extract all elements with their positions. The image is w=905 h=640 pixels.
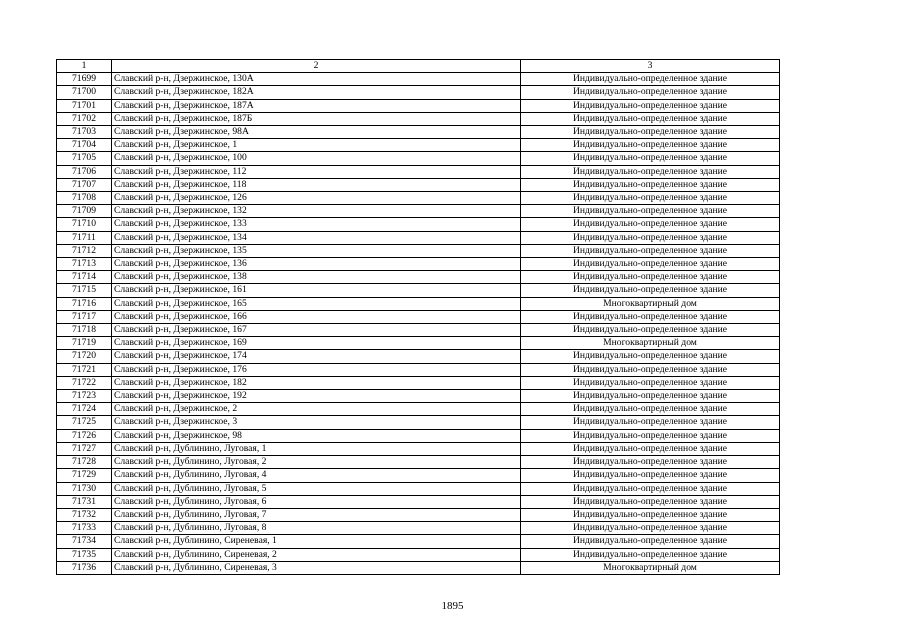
- row-number-cell: 71724: [57, 403, 112, 416]
- table-row: [57, 482, 780, 495]
- table-header-row: [57, 60, 780, 73]
- object-type-cell: Индивидуально-определенное здание: [521, 456, 780, 469]
- page-number: 1895: [441, 600, 464, 612]
- table-row: [57, 178, 780, 191]
- column-header-1: 1: [57, 60, 112, 73]
- address-cell: Славский р-н, Дзержинское, 135: [112, 244, 521, 257]
- object-type-cell: Индивидуально-определенное здание: [521, 416, 780, 429]
- address-cell: Славский р-н, Дзержинское, 138: [112, 271, 521, 284]
- row-number-cell: 71709: [57, 205, 112, 218]
- table-row: [57, 548, 780, 561]
- table-row: [57, 139, 780, 152]
- object-type-cell: Индивидуально-определенное здание: [521, 403, 780, 416]
- address-cell: Славский р-н, Дзержинское, 174: [112, 350, 521, 363]
- row-number-cell: 71727: [57, 442, 112, 455]
- table-row: [57, 456, 780, 469]
- table-row: [57, 429, 780, 442]
- address-cell: Славский р-н, Дублинино, Сиреневая, 2: [112, 548, 521, 561]
- row-number-cell: 71726: [57, 429, 112, 442]
- table-row: [57, 508, 780, 521]
- table-row: [57, 403, 780, 416]
- table-row: [57, 205, 780, 218]
- row-number-cell: 71703: [57, 126, 112, 139]
- row-number-cell: 71719: [57, 337, 112, 350]
- table-row: [57, 337, 780, 350]
- table-row: [57, 310, 780, 323]
- table-row: [57, 297, 780, 310]
- table-body: [57, 60, 780, 575]
- row-number-cell: 71725: [57, 416, 112, 429]
- table-row: [57, 390, 780, 403]
- address-cell: Славский р-н, Дублинино, Луговая, 5: [112, 482, 521, 495]
- address-cell: Славский р-н, Дзержинское, 167: [112, 324, 521, 337]
- address-cell: Славский р-н, Дублинино, Сиреневая, 3: [112, 561, 521, 574]
- object-type-cell: Индивидуально-определенное здание: [521, 535, 780, 548]
- row-number-cell: 71736: [57, 561, 112, 574]
- table-row: [57, 73, 780, 86]
- table-row: [57, 244, 780, 257]
- address-cell: Славский р-н, Дзержинское, 165: [112, 297, 521, 310]
- object-type-cell: Индивидуально-определенное здание: [521, 363, 780, 376]
- object-type-cell: Индивидуально-определенное здание: [521, 469, 780, 482]
- address-cell: Славский р-н, Дзержинское, 192: [112, 390, 521, 403]
- table-row: [57, 535, 780, 548]
- address-cell: Славский р-н, Дзержинское, 133: [112, 218, 521, 231]
- row-number-cell: 71702: [57, 112, 112, 125]
- property-register-table: [56, 59, 780, 575]
- table-row: [57, 522, 780, 535]
- table-row: [57, 165, 780, 178]
- object-type-cell: Индивидуально-определенное здание: [521, 192, 780, 205]
- object-type-cell: Индивидуально-определенное здание: [521, 390, 780, 403]
- column-header-2: 2: [112, 60, 521, 73]
- object-type-cell: Индивидуально-определенное здание: [521, 350, 780, 363]
- table-row: [57, 126, 780, 139]
- table-row: [57, 152, 780, 165]
- row-number-cell: 71712: [57, 244, 112, 257]
- object-type-cell: Индивидуально-определенное здание: [521, 324, 780, 337]
- row-number-cell: 71735: [57, 548, 112, 561]
- table-row: [57, 469, 780, 482]
- address-cell: Славский р-н, Дублинино, Луговая, 7: [112, 508, 521, 521]
- address-cell: Славский р-н, Дзержинское, 166: [112, 310, 521, 323]
- address-cell: Славский р-н, Дзержинское, 112: [112, 165, 521, 178]
- row-number-cell: 71704: [57, 139, 112, 152]
- row-number-cell: 71705: [57, 152, 112, 165]
- column-header-3: 3: [521, 60, 780, 73]
- address-cell: Славский р-н, Дзержинское, 176: [112, 363, 521, 376]
- row-number-cell: 71715: [57, 284, 112, 297]
- row-number-cell: 71713: [57, 258, 112, 271]
- address-cell: Славский р-н, Дзержинское, 126: [112, 192, 521, 205]
- table-row: [57, 231, 780, 244]
- object-type-cell: Индивидуально-определенное здание: [521, 548, 780, 561]
- row-number-cell: 71720: [57, 350, 112, 363]
- address-cell: Славский р-н, Дзержинское, 161: [112, 284, 521, 297]
- table-row: [57, 284, 780, 297]
- address-cell: Славский р-н, Дзержинское, 182А: [112, 86, 521, 99]
- object-type-cell: Многоквартирный дом: [521, 297, 780, 310]
- row-number-cell: 71718: [57, 324, 112, 337]
- row-number-cell: 71711: [57, 231, 112, 244]
- object-type-cell: Многоквартирный дом: [521, 337, 780, 350]
- row-number-cell: 71701: [57, 99, 112, 112]
- row-number-cell: 71730: [57, 482, 112, 495]
- table-row: [57, 271, 780, 284]
- row-number-cell: 71728: [57, 456, 112, 469]
- table-row: [57, 363, 780, 376]
- object-type-cell: Индивидуально-определенное здание: [521, 508, 780, 521]
- address-cell: Славский р-н, Дублинино, Луговая, 1: [112, 442, 521, 455]
- table-row: [57, 376, 780, 389]
- address-cell: Славский р-н, Дзержинское, 187Б: [112, 112, 521, 125]
- object-type-cell: Индивидуально-определенное здание: [521, 482, 780, 495]
- row-number-cell: 71708: [57, 192, 112, 205]
- row-number-cell: 71721: [57, 363, 112, 376]
- row-number-cell: 71714: [57, 271, 112, 284]
- table-row: [57, 192, 780, 205]
- object-type-cell: Индивидуально-определенное здание: [521, 112, 780, 125]
- address-cell: Славский р-н, Дзержинское, 118: [112, 178, 521, 191]
- address-cell: Славский р-н, Дзержинское, 132: [112, 205, 521, 218]
- object-type-cell: Индивидуально-определенное здание: [521, 310, 780, 323]
- address-cell: Славский р-н, Дзержинское, 98: [112, 429, 521, 442]
- table-row: [57, 112, 780, 125]
- address-cell: Славский р-н, Дзержинское, 187А: [112, 99, 521, 112]
- address-cell: Славский р-н, Дублинино, Луговая, 6: [112, 495, 521, 508]
- object-type-cell: Индивидуально-определенное здание: [521, 73, 780, 86]
- object-type-cell: Индивидуально-определенное здание: [521, 284, 780, 297]
- address-cell: Славский р-н, Дзержинское, 169: [112, 337, 521, 350]
- object-type-cell: Индивидуально-определенное здание: [521, 139, 780, 152]
- object-type-cell: Индивидуально-определенное здание: [521, 86, 780, 99]
- address-cell: Славский р-н, Дублинино, Луговая, 2: [112, 456, 521, 469]
- table-row: [57, 258, 780, 271]
- object-type-cell: Индивидуально-определенное здание: [521, 152, 780, 165]
- object-type-cell: Индивидуально-определенное здание: [521, 99, 780, 112]
- row-number-cell: 71722: [57, 376, 112, 389]
- object-type-cell: Индивидуально-определенное здание: [521, 271, 780, 284]
- table-row: [57, 86, 780, 99]
- table-row: [57, 324, 780, 337]
- table-row: [57, 561, 780, 574]
- address-cell: Славский р-н, Дзержинское, 134: [112, 231, 521, 244]
- object-type-cell: Индивидуально-определенное здание: [521, 429, 780, 442]
- object-type-cell: Индивидуально-определенное здание: [521, 376, 780, 389]
- address-cell: Славский р-н, Дзержинское, 100: [112, 152, 521, 165]
- object-type-cell: Индивидуально-определенное здание: [521, 165, 780, 178]
- object-type-cell: Индивидуально-определенное здание: [521, 205, 780, 218]
- address-cell: Славский р-н, Дзержинское, 136: [112, 258, 521, 271]
- address-cell: Славский р-н, Дублинино, Луговая, 8: [112, 522, 521, 535]
- object-type-cell: Индивидуально-определенное здание: [521, 442, 780, 455]
- object-type-cell: Индивидуально-определенное здание: [521, 218, 780, 231]
- row-number-cell: 71723: [57, 390, 112, 403]
- object-type-cell: Индивидуально-определенное здание: [521, 244, 780, 257]
- address-cell: Славский р-н, Дзержинское, 130А: [112, 73, 521, 86]
- row-number-cell: 71700: [57, 86, 112, 99]
- object-type-cell: Индивидуально-определенное здание: [521, 126, 780, 139]
- address-cell: Славский р-н, Дублинино, Сиреневая, 1: [112, 535, 521, 548]
- address-cell: Славский р-н, Дзержинское, 3: [112, 416, 521, 429]
- table-row: [57, 350, 780, 363]
- row-number-cell: 71716: [57, 297, 112, 310]
- row-number-cell: 71732: [57, 508, 112, 521]
- table-row: [57, 99, 780, 112]
- address-cell: Славский р-н, Дзержинское, 2: [112, 403, 521, 416]
- object-type-cell: Индивидуально-определенное здание: [521, 495, 780, 508]
- row-number-cell: 71707: [57, 178, 112, 191]
- table-row: [57, 442, 780, 455]
- row-number-cell: 71729: [57, 469, 112, 482]
- row-number-cell: 71710: [57, 218, 112, 231]
- row-number-cell: 71734: [57, 535, 112, 548]
- table-row: [57, 218, 780, 231]
- row-number-cell: 71699: [57, 73, 112, 86]
- object-type-cell: Индивидуально-определенное здание: [521, 258, 780, 271]
- address-cell: Славский р-н, Дзержинское, 98А: [112, 126, 521, 139]
- address-cell: Славский р-н, Дублинино, Луговая, 4: [112, 469, 521, 482]
- object-type-cell: Индивидуально-определенное здание: [521, 231, 780, 244]
- row-number-cell: 71731: [57, 495, 112, 508]
- table-row: [57, 416, 780, 429]
- table-row: [57, 495, 780, 508]
- address-cell: Славский р-н, Дзержинское, 182: [112, 376, 521, 389]
- row-number-cell: 71706: [57, 165, 112, 178]
- row-number-cell: 71717: [57, 310, 112, 323]
- object-type-cell: Индивидуально-определенное здание: [521, 522, 780, 535]
- row-number-cell: 71733: [57, 522, 112, 535]
- object-type-cell: Многоквартирный дом: [521, 561, 780, 574]
- object-type-cell: Индивидуально-определенное здание: [521, 178, 780, 191]
- address-cell: Славский р-н, Дзержинское, 1: [112, 139, 521, 152]
